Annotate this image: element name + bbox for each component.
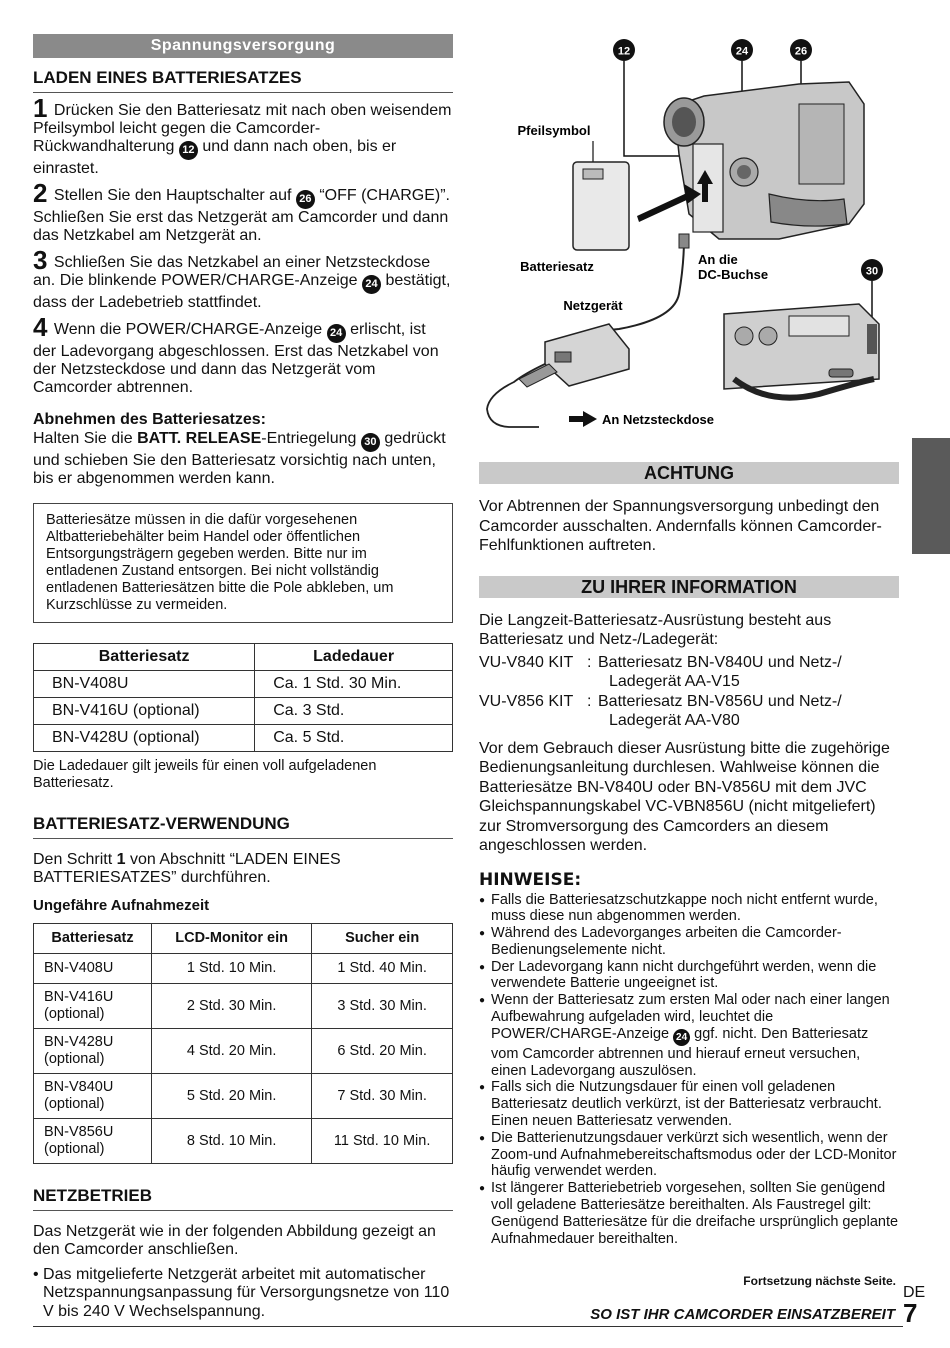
- step-text: Stellen Sie den Hauptschalter auf: [53, 187, 292, 204]
- label-pfeilsymbol: Pfeilsymbol: [517, 123, 591, 138]
- camcorder-side-illustration: [724, 304, 879, 398]
- table-cell: 7 Std. 30 Min.: [312, 1073, 453, 1118]
- table-cell: Ca. 5 Std.: [255, 724, 453, 751]
- hinweise-title: HINWEISE:: [479, 869, 582, 890]
- left-column: [33, 34, 453, 1321]
- step-text: erlischt, ist der Ladevorgang abgeschlossen. Erst das Netzkabel von der Netzsteckdose und dann das Netzgerät vom Camcorder abtrennen.: [33, 321, 439, 396]
- step-text: Wenn die POWER/CHARGE-Anzeige: [53, 321, 323, 338]
- step-2: [33, 178, 453, 245]
- recording-time-subheading: Ungefähre Aufnahmezeit: [33, 896, 210, 914]
- table-row: [34, 1118, 453, 1163]
- kit-item: [479, 653, 899, 692]
- table-cell-note: (optional): [44, 1005, 105, 1022]
- callout-ref: 24: [673, 1029, 690, 1046]
- info-title: ZU IHRER INFORMATION: [479, 576, 899, 598]
- chapter-title: SO IST IHR CAMCORDER EINSATZBEREIT: [590, 1306, 895, 1323]
- charging-diagram: [479, 34, 899, 444]
- svg-text:30: 30: [865, 265, 879, 278]
- table-cell: BN-V840U: [44, 1078, 114, 1095]
- callout-30-icon: [861, 259, 883, 281]
- step-3: [33, 245, 453, 312]
- remove-battery-paragraph: [33, 411, 453, 489]
- section-title: Spannungsversorgung: [33, 34, 453, 58]
- step-number: 4: [33, 312, 48, 342]
- step-text: und dann nach oben, bis er einrastet.: [33, 138, 397, 177]
- heading-netzbetrieb: NETZBETRIEB: [33, 1186, 453, 1211]
- table-cell: BN-V428U: [44, 1033, 114, 1050]
- footer-divider: [33, 1326, 903, 1327]
- table-row: [34, 983, 453, 1028]
- hinweise-list: [479, 892, 899, 1248]
- table-cell-note: (optional): [44, 1050, 105, 1067]
- callout-ref: 24: [362, 275, 381, 294]
- table-cell: BN-V416U (optional): [34, 697, 255, 724]
- heading-laden: LADEN EINES BATTERIESATZES: [33, 68, 453, 93]
- power-outlet-arrow-icon: [569, 411, 597, 427]
- list-item: ● Ist längerer Batteriebetrieb vorgesehen, sollten Sie genügend voll geladene Batteriesätze bereithalten. Als Faustregel gilt: Genügend Batteriesätze für die dreifache ursprünglich geplante Aufnahmedauer bereithalten.: [479, 1180, 899, 1247]
- table-cell: BN-V416U: [44, 988, 114, 1005]
- kit-list: [479, 653, 899, 731]
- label-dc-line2: DC-Buchse: [698, 267, 769, 282]
- step-1: [33, 93, 453, 178]
- label-dc-line1: An die: [698, 252, 738, 267]
- list-item: ● Falls die Batteriesatzschutzkappe noch nicht entfernt wurde, muss diese nun abgenommen werden.: [479, 892, 899, 926]
- step-text: Schließen Sie das Netzkabel an einer Netzsteckdose an. Die blinkende POWER/CHARGE-Anzeige: [33, 254, 431, 289]
- step-4: [33, 312, 453, 397]
- table-row: [34, 670, 453, 697]
- table-cell: BN-V408U: [34, 670, 255, 697]
- recording-time-table: [33, 923, 453, 1164]
- step-text: “OFF (CHARGE)”. Schließen Sie erst das Netzgerät am Camcorder und dann das Netzkabel am Netzgerät an.: [33, 187, 450, 244]
- achtung-title: ACHTUNG: [479, 462, 899, 484]
- table-cell: BN-V428U (optional): [34, 724, 255, 751]
- table-header: Batteriesatz: [34, 923, 152, 953]
- table-cell-note: (optional): [44, 1140, 105, 1157]
- callout-26-icon: [790, 39, 812, 61]
- charge-time-table: [33, 643, 453, 752]
- achtung-text: Vor Abtrennen der Spannungsversorgung unbedingt den Camcorder ausschalten. Andernfalls können Camcorder-Fehlfunktionen auftreten.: [479, 498, 882, 554]
- table-cell: 3 Std. 30 Min.: [312, 983, 453, 1028]
- charge-footnote: Die Ladedauer gilt jeweils für einen voll aufgeladenen Batteriesatz.: [33, 757, 377, 791]
- kit-desc: Batteriesatz BN-V840U und Netz-/ Ladegerät AA-V15: [598, 653, 842, 690]
- kit-item: [479, 692, 899, 731]
- remove-text: Halten Sie die: [33, 429, 133, 447]
- table-row: [34, 724, 453, 751]
- continued-note: Fortsetzung nächste Seite.: [743, 1274, 896, 1288]
- kit-separator: :: [587, 653, 592, 671]
- disposal-note-box: Batteriesätze müssen in die dafür vorgesehenen Altbatteriebehälter beim Handel oder öffentlichen Entsorgungsträgern gegeben werden. Bitte nur im entladenen Zustand entsorgen. Bei nicht vollständig entladenen Batteriesätzen bitte die Pole abkleben, um Kurzschlüsse zu vermeiden.: [33, 503, 453, 623]
- table-cell: 1 Std. 10 Min.: [152, 953, 312, 983]
- verwendung-text: [33, 851, 453, 888]
- table-cell: 6 Std. 20 Min.: [312, 1028, 453, 1073]
- step-text: Drücken Sie den Batteriesatz mit nach oben weisendem Pfeilsymbol leicht gegen die Camcorder-Rückwandhalterung: [33, 102, 452, 155]
- table-cell: Ca. 1 Std. 30 Min.: [255, 670, 453, 697]
- kit-separator: :: [587, 692, 592, 710]
- language-code: DE: [903, 1284, 926, 1301]
- table-cell: BN-V856U: [44, 1123, 114, 1140]
- table-row: [34, 697, 453, 724]
- table-cell: 5 Std. 20 Min.: [152, 1073, 312, 1118]
- heading-verwendung: BATTERIESATZ-VERWENDUNG: [33, 814, 453, 839]
- callout-ref: 24: [327, 324, 346, 343]
- table-cell-note: (optional): [44, 1095, 105, 1112]
- step-number: 1: [33, 93, 48, 123]
- list-item: ● Falls sich die Nutzungsdauer für einen voll geladenen Batteriesatz deutlich verkürzt, ist der Batteriesatz verbraucht. Einen neuen Batteriesatz verwenden.: [479, 1079, 899, 1129]
- step-text: bestätigt, dass der Ladebetrieb stattfindet.: [33, 272, 451, 311]
- step-number: 3: [33, 245, 48, 275]
- netz-text: Das Netzgerät wie in der folgenden Abbildung gezeigt an den Camcorder anschließen.: [33, 1222, 436, 1258]
- table-row: [34, 953, 453, 983]
- callout-ref: 26: [296, 190, 315, 209]
- list-item: ● Der Ladevorgang kann nicht durchgeführt werden, wenn die verwendete Batterie ungeeignet ist.: [479, 959, 899, 993]
- label-netzgeraet: Netzgerät: [563, 298, 623, 313]
- battery-pack-illustration: [573, 162, 629, 250]
- list-item: ● Während des Ladevorganges arbeiten die Camcorder-Bedienungselemente nicht.: [479, 925, 899, 959]
- steps-list: [33, 93, 453, 397]
- svg-text:12: 12: [617, 45, 631, 58]
- list-item: ● Wenn der Batteriesatz zum ersten Mal oder nach einer langen Aufbewahrung aufgeladen wird, leuchtet die POWER/CHARGE-Anzeige 24 ggf. nicht. Den Batteriesatz vom Camcorder abtrennen und hierauf erneut versuchen, einen Ladevorgang auszulösen.: [479, 992, 899, 1079]
- verwendung-text-part: von Abschnitt “LADEN EINES BATTERIESATZES” durchführen.: [33, 850, 341, 886]
- table-cell: Ca. 3 Std.: [255, 697, 453, 724]
- table-cell: BN-V408U: [34, 953, 152, 983]
- table-row: [34, 1073, 453, 1118]
- remove-title: Abnehmen des Batteriesatzes:: [33, 411, 266, 428]
- svg-text:24: 24: [735, 45, 749, 58]
- remove-text: -Entriegelung: [261, 429, 357, 447]
- svg-text:26: 26: [794, 45, 808, 58]
- table-cell: 1 Std. 40 Min.: [312, 953, 453, 983]
- right-column: [479, 462, 899, 1247]
- verwendung-step-ref: 1: [116, 850, 126, 868]
- info-text: Vor dem Gebrauch dieser Ausrüstung bitte die zugehörige Bedienungsanleitung durchlesen. Wahlweise können die Batteriesätze BN-V840U oder BN-V856U mit dem JVC Gleichspannungskabel VC-VBN856U (nicht mitgeliefert) zur Stromversorgung des Camcorders an diesem angeschlossen werden.: [479, 739, 890, 854]
- info-intro: Die Langzeit-Batteriesatz-Ausrüstung besteht aus Batteriesatz und Netz-/Ladegerät:: [479, 611, 832, 648]
- ac-adapter-illustration: [545, 324, 629, 386]
- page-number: 7: [903, 1298, 918, 1328]
- label-batteriesatz: Batteriesatz: [520, 259, 594, 274]
- table-cell: 2 Std. 30 Min.: [152, 983, 312, 1028]
- table-row: [34, 1028, 453, 1073]
- verwendung-text-part: Den Schritt: [33, 850, 113, 868]
- kit-desc: Batteriesatz BN-V856U und Netz-/ Ladegerät AA-V80: [598, 692, 842, 729]
- table-header: Batteriesatz: [34, 643, 255, 670]
- callout-ref: 12: [179, 141, 198, 160]
- camcorder-rear-illustration: [664, 82, 864, 239]
- chapter-tab-marker: [912, 438, 950, 554]
- callout-24-icon: [731, 39, 753, 61]
- table-cell: 8 Std. 10 Min.: [152, 1118, 312, 1163]
- callout-12-icon: [613, 39, 635, 61]
- list-item: ● Die Batterienutzungsdauer verkürzt sich wesentlich, wenn der Zoom-und Aufnahmebereitschaftsmodus oder der LCD-Monitor häufig verwendet werden.: [479, 1130, 899, 1180]
- callout-ref: 30: [361, 433, 380, 452]
- label-netzsteckdose: An Netzsteckdose: [602, 412, 714, 427]
- kit-name: VU-V856 KIT: [479, 692, 574, 710]
- table-cell: 4 Std. 20 Min.: [152, 1028, 312, 1073]
- table-header: Ladedauer: [255, 643, 453, 670]
- table-header: LCD-Monitor ein: [152, 923, 312, 953]
- table-header: Sucher ein: [312, 923, 453, 953]
- netz-bullet: • Das mitgelieferte Netzgerät arbeitet mit automatischer Netzspannungsanpassung für Versorgungsnetze von 110 V bis 240 V Wechselspannung.: [33, 1265, 450, 1320]
- kit-name: VU-V840 KIT: [479, 653, 574, 671]
- table-cell: 11 Std. 10 Min.: [312, 1118, 453, 1163]
- batt-release-label: BATT. RELEASE: [137, 429, 262, 447]
- step-number: 2: [33, 178, 48, 208]
- remove-text: gedrückt und schieben Sie den Batteriesatz vorsichtig nach unten, bis er abgenommen werden kann.: [33, 429, 446, 487]
